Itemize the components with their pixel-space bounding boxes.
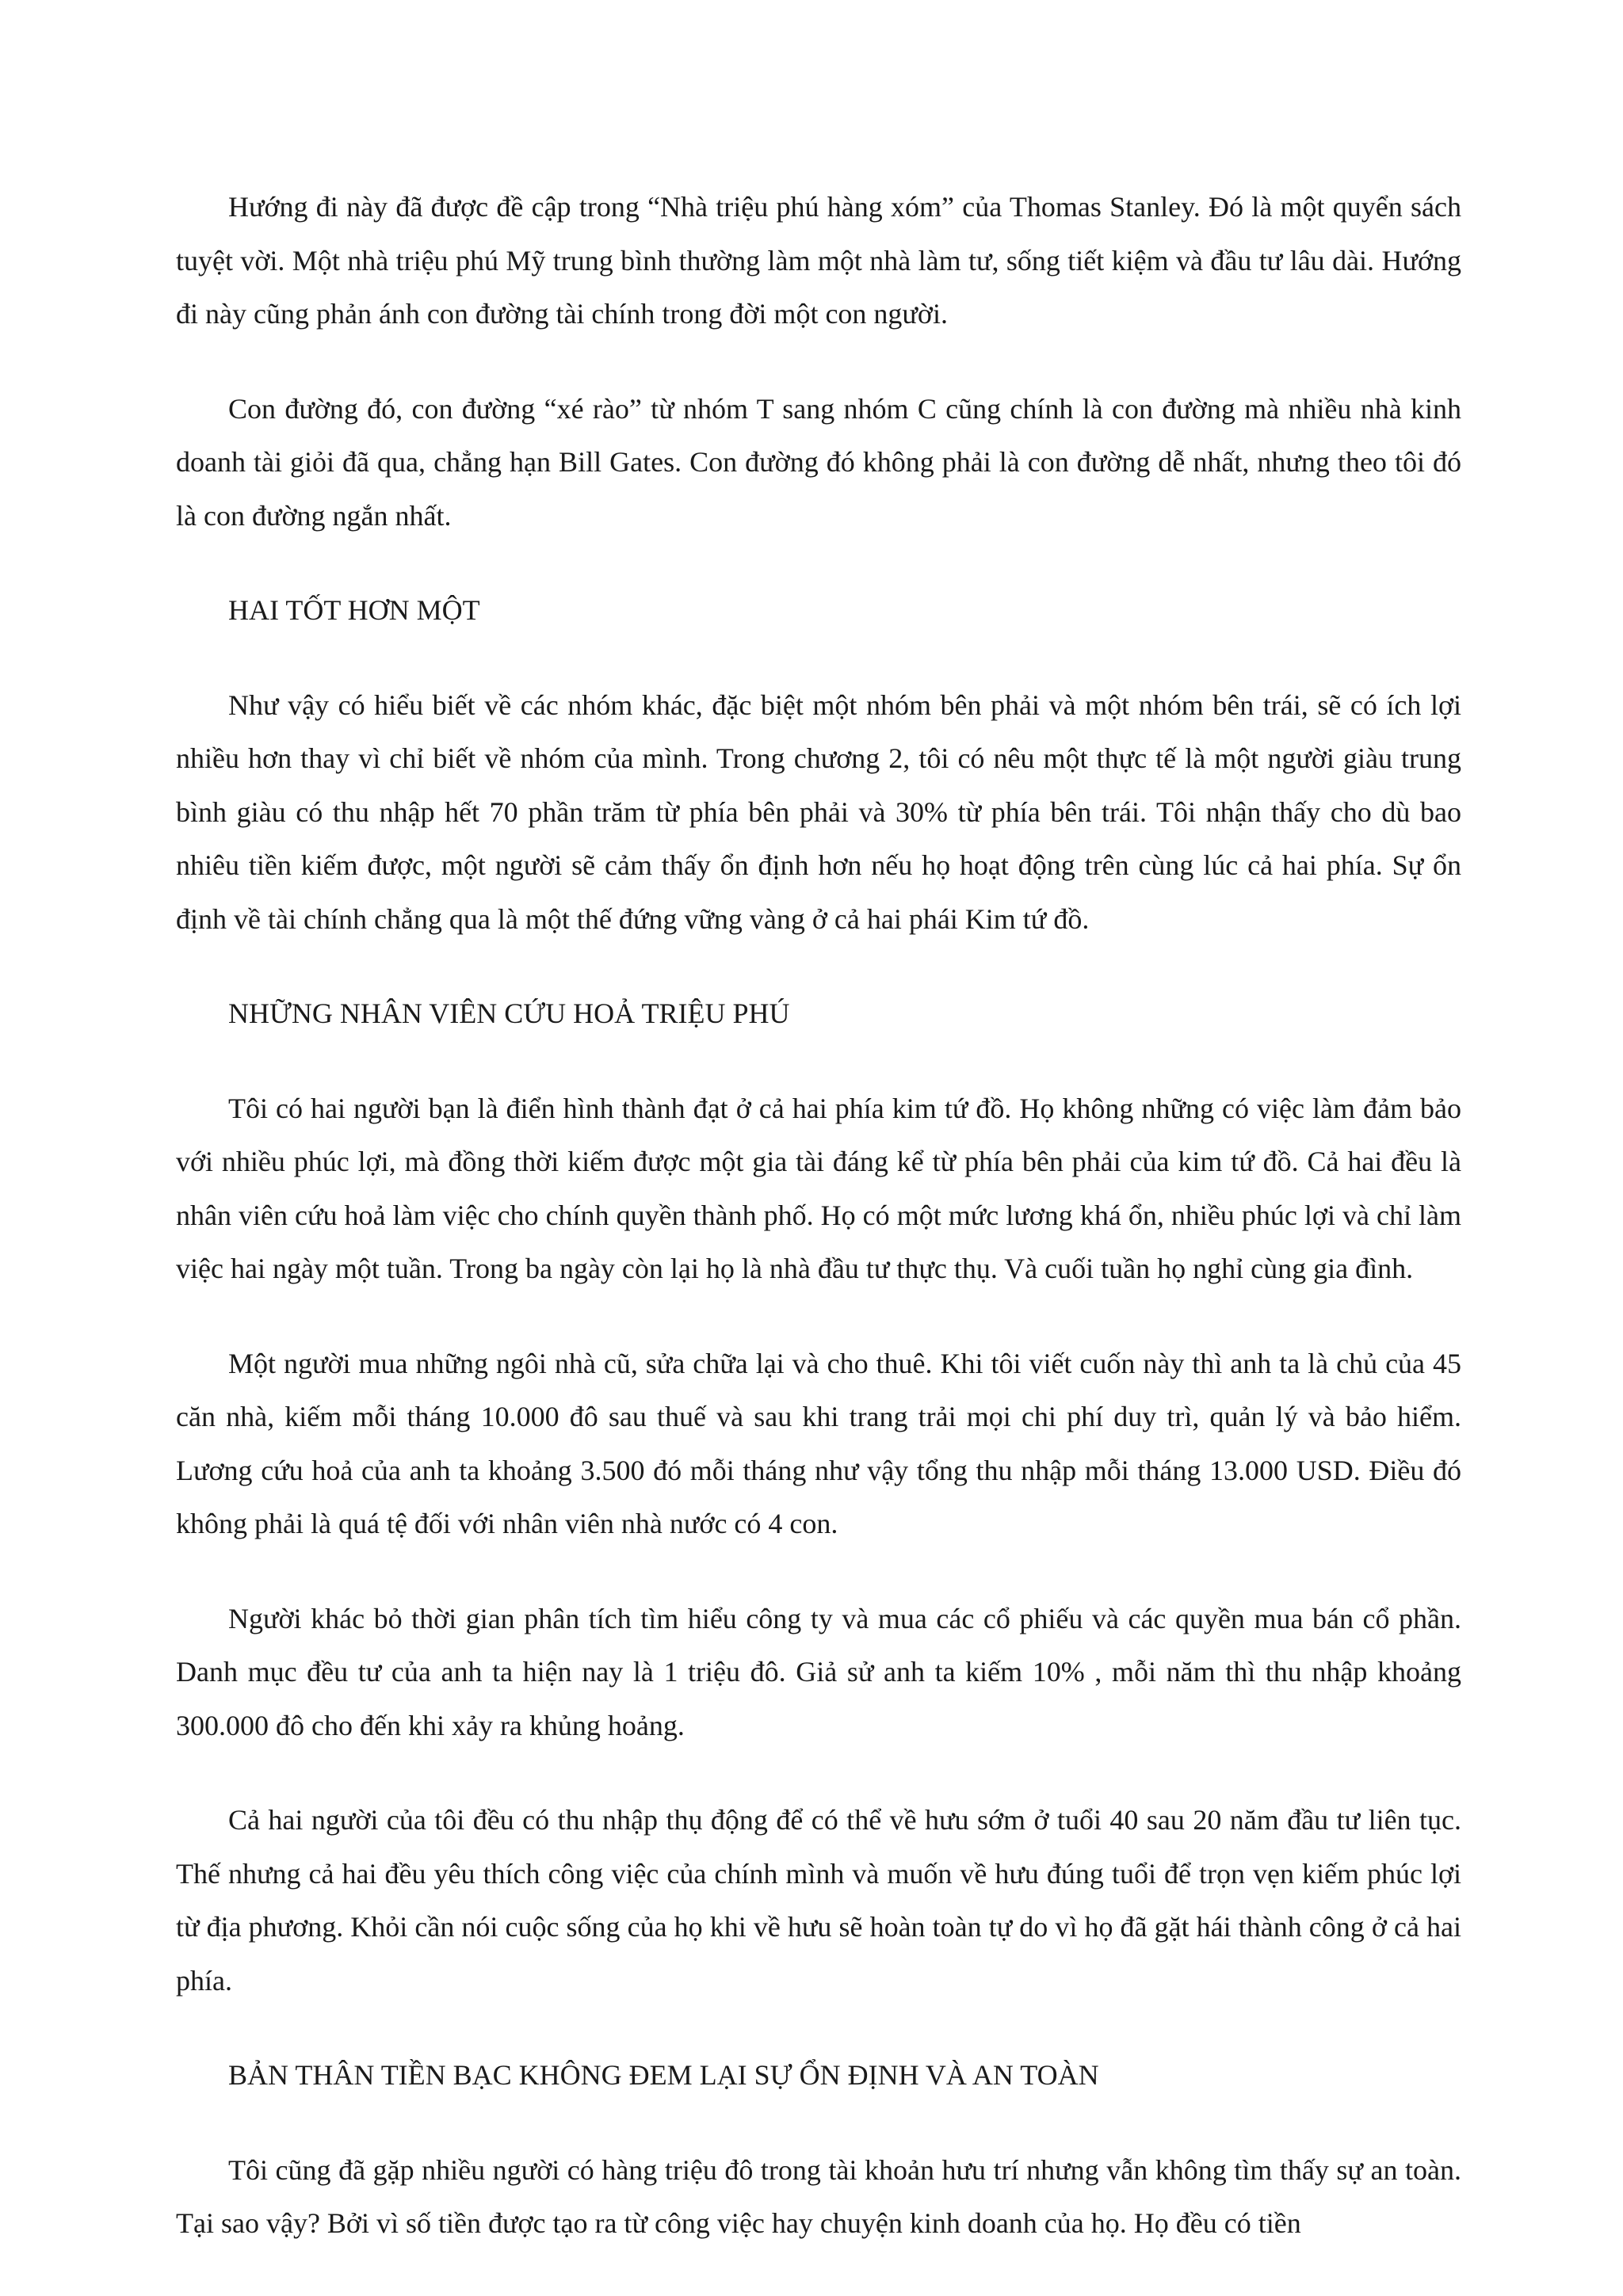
paragraph: Tôi có hai người bạn là điển hình thành đạt ở cả hai phía kim tứ đồ. Họ không những có việc làm đảm bảo với nhiều phúc lợi, mà đồng thời kiếm được một gia tài đáng kể từ phía bên phải của kim tứ đồ. Cả hai đều là nhân viên cứu hoả làm việc cho chính quyền thành phố. Họ có một mức lương khá ổn, nhiều phúc lợi và chỉ làm việc hai ngày một tuần. Trong ba ngày còn lại họ là nhà đầu tư thực thụ. Và cuối tuần họ nghỉ cùng gia đình.: [176, 1092, 1461, 1284]
paragraph: Người khác bỏ thời gian phân tích tìm hiểu công ty và mua các cổ phiếu và các quyền mua bán cổ phần. Danh mục đều tư của anh ta hiện nay là 1 triệu đô. Giả sử anh ta kiếm 10% , mỗi năm thì thu nhập khoảng 300.000 đô cho đến khi xảy ra khủng hoảng.: [176, 1602, 1461, 1741]
paragraph: Cả hai người của tôi đều có thu nhập thụ động để có thể về hưu sớm ở tuổi 40 sau 20 năm đầu tư liên tục. Thế nhưng cả hai đều yêu thích công việc của chính mình và muốn về hưu đúng tuổi để trọn vẹn kiếm phúc lợi từ địa phương. Khỏi cần nói cuộc sống của họ khi về hưu sẽ hoàn toàn tự do vì họ đã gặt hái thành công ở cả hai phía.: [176, 1804, 1461, 1997]
section-heading: BẢN THÂN TIỀN BẠC KHÔNG ĐEM LẠI SỰ ỔN ĐỊNH VÀ AN TOÀN: [228, 2059, 1099, 2091]
paragraph: Như vậy có hiểu biết về các nhóm khác, đặc biệt một nhóm bên phải và một nhóm bên trái, sẽ có ích lợi nhiều hơn thay vì chỉ biết về nhóm của mình. Trong chương 2, tôi có nêu một thực tế là một người giàu trung bình giàu có thu nhập hết 70 phần trăm từ phía bên phải và 30% từ phía bên trái. Tôi nhận thấy cho dù bao nhiêu tiền kiếm được, một người sẽ cảm thấy ổn định hơn nếu họ hoạt động trên cùng lúc cả hai phía. Sự ổn định về tài chính chẳng qua là một thế đứng vững vàng ở cả hai phái Kim tứ đồ.: [176, 688, 1461, 935]
document-body: [176, 181, 1461, 2292]
section-heading: HAI TỐT HƠN MỘT: [228, 594, 480, 626]
paragraph: Hướng đi này đã được đề cập trong “Nhà triệu phú hàng xóm” của Thomas Stanley. Đó là một quyển sách tuyệt vời. Một nhà triệu phú Mỹ trung bình thường làm một nhà làm tư, sống tiết kiệm và đầu tư lâu dài. Hướng đi này cũng phản ánh con đường tài chính trong đời một con người.: [176, 191, 1461, 330]
paragraph: Một người mua những ngôi nhà cũ, sửa chữa lại và cho thuê. Khi tôi viết cuốn này thì anh ta là chủ của 45 căn nhà, kiếm mỗi tháng 10.000 đô sau thuế và sau khi trang trải mọi chi phí duy trì, quản lý và bảo hiểm. Lương cứu hoả của anh ta khoảng 3.500 đó mỗi tháng như vậy tổng thu nhập mỗi tháng 13.000 USD. Điều đó không phải là quá tệ đối với nhân viên nhà nước có 4 con.: [176, 1347, 1461, 1539]
paragraph: Tôi cũng đã gặp nhiều người có hàng triệu đô trong tài khoản hưu trí nhưng vẫn không tìm thấy sự an toàn. Tại sao vậy? Bởi vì số tiền được tạo ra từ công việc hay chuyện kinh doanh của họ. Họ đều có tiền: [176, 2153, 1461, 2239]
paragraph: Con đường đó, con đường “xé rào” từ nhóm T sang nhóm C cũng chính là con đường mà nhiều nhà kinh doanh tài giỏi đã qua, chẳng hạn Bill Gates. Con đường đó không phải là con đường dễ nhất, nhưng theo tôi đó là con đường ngắn nhất.: [176, 392, 1461, 532]
section-heading: NHỮNG NHÂN VIÊN CỨU HOẢ TRIỆU PHÚ: [228, 997, 790, 1029]
